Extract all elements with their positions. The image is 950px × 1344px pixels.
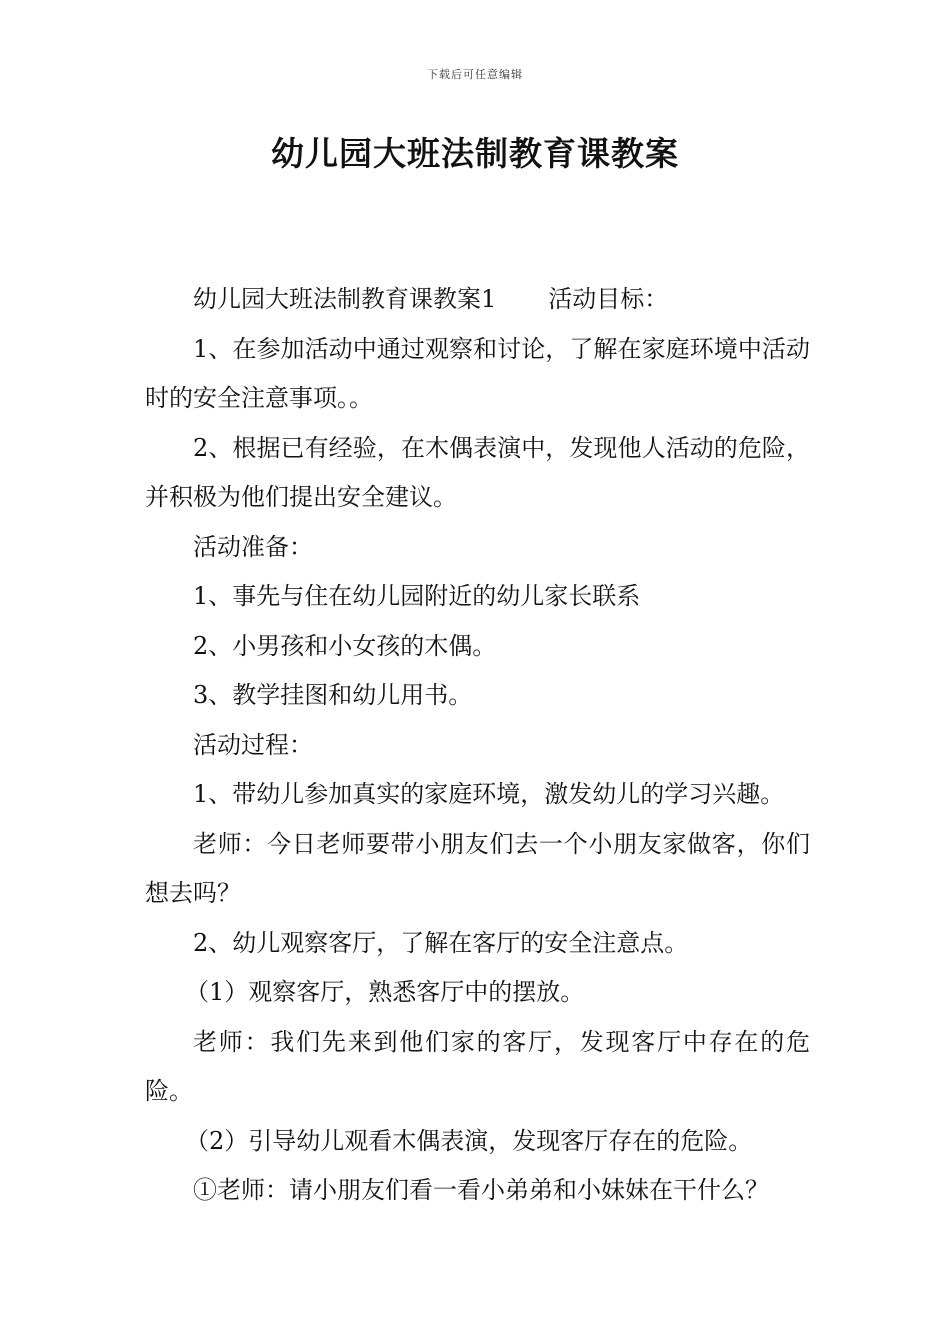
sub-step-1: （1）观察客厅，熟悉客厅中的摆放。 [185, 978, 585, 1006]
activity-goals-heading: 活动目标： [548, 285, 669, 313]
goal-item-1: 1、在参加活动中通过观察和讨论，了解在家庭环境中活动时的安全注意事项。。 [145, 334, 810, 412]
teacher-line-2: 老师：我们先来到他们家的客厅，发现客厅中存在的危险。 [145, 1027, 810, 1105]
preparation-item-3: 3、教学挂图和幼儿用书。 [193, 681, 473, 709]
header-note: 下载后可任意编辑 [427, 68, 523, 81]
document-body [145, 275, 810, 1216]
teacher-line-3: ①老师：请小朋友们看一看小弟弟和小妹妹在干什么？ [193, 1176, 769, 1204]
preparation-item-1: 1、事先与住在幼儿园附近的幼儿家长联系 [193, 582, 641, 610]
process-step-2: 2、幼儿观察客厅，了解在客厅的安全注意点。 [193, 928, 689, 957]
preparation-item-2: 2、小男孩和小女孩的木偶。 [193, 631, 497, 660]
sub-step-2: （2）引导幼儿观看木偶表演，发现客厅存在的危险。 [185, 1126, 753, 1155]
lesson-plan-heading: 幼儿园大班法制教育课教案1 [193, 285, 497, 313]
intro-paragraph [145, 275, 810, 325]
document-title: 幼儿园大班法制教育课教案 [271, 134, 679, 173]
goal-item-2: 2、根据已有经验，在木偶表演中，发现他人活动的危险，并积极为他们提出安全建议。 [145, 433, 810, 511]
process-step-1: 1、带幼儿参加真实的家庭环境，激发幼儿的学习兴趣。 [193, 780, 785, 808]
teacher-line-1: 老师：今日老师要带小朋友们去一个小朋友家做客，你们想去吗？ [145, 829, 810, 907]
process-heading: 活动过程： [193, 730, 313, 759]
preparation-heading: 活动准备： [193, 532, 313, 561]
